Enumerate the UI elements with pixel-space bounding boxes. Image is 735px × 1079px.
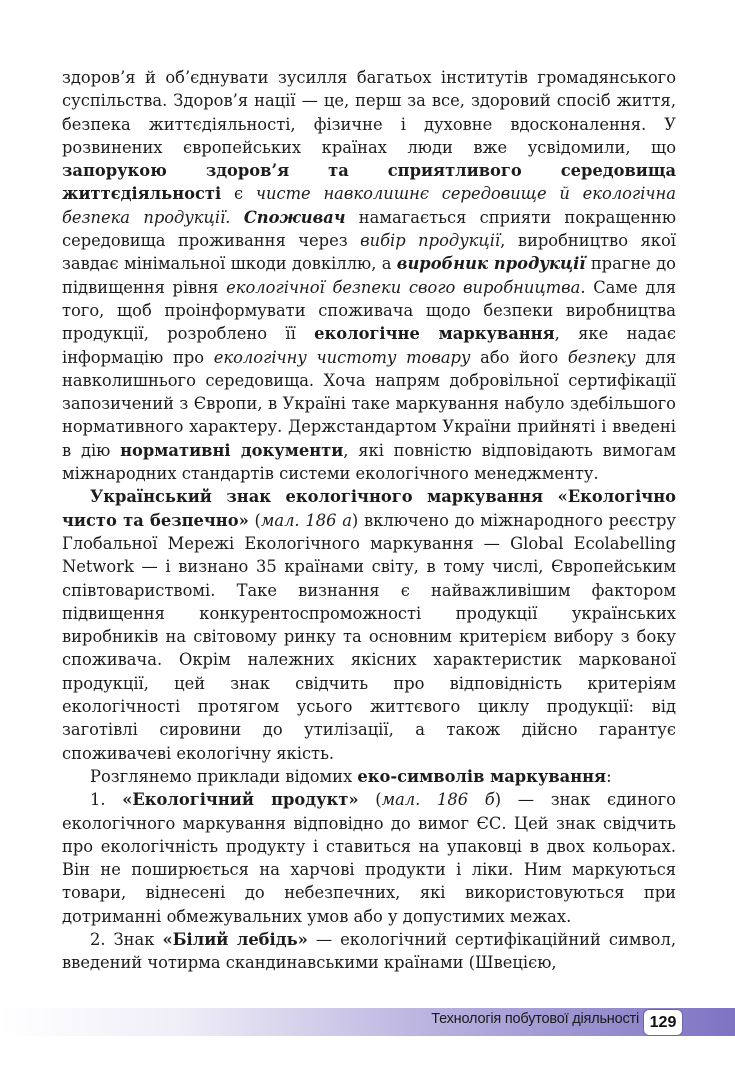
text-run: прагне до підвищення рівня xyxy=(62,254,676,297)
bold-term: екологічне маркування xyxy=(314,324,555,344)
paragraph-ukrainian-eco-label xyxy=(62,485,676,765)
text-run: , яке надає інформацію про xyxy=(62,324,676,367)
bold-term: Український знак екологічного маркування «Екологічно чисто та безпечно» xyxy=(62,487,676,530)
bold-term: еко-символів маркування xyxy=(357,766,607,786)
body-text xyxy=(62,66,676,975)
bold-term: нормативні документи xyxy=(120,440,344,460)
figure-reference: мал. 186 а xyxy=(260,510,352,530)
paragraph-eco-product xyxy=(62,788,676,928)
list-number: 1. xyxy=(90,790,123,810)
text-run: — екологічний сертифікаційний символ, введений чотирма скандинавськими країнами (Швецією, xyxy=(62,929,677,973)
bold-term: «Екологічний продукт» xyxy=(122,790,359,810)
bold-term: запорукою здоров’я та сприятливого середовища життєдіяльності xyxy=(62,161,676,204)
text-run: Саме для того, щоб проінформувати споживача щодо безпеки виробництва продукції, розроблено її xyxy=(62,277,677,344)
text-run: , виробництво якої завдає мінімальної шкоди довкіллю, а xyxy=(62,231,676,274)
paragraph-examples-intro xyxy=(62,765,676,788)
italic-term: вибір продукції xyxy=(360,231,501,251)
text-run: ( xyxy=(358,790,382,810)
text-run: : xyxy=(606,766,612,786)
paragraph-ecology-health xyxy=(62,66,676,485)
italic-term: безпеку xyxy=(567,347,636,367)
italic-term: чисте навколишнє середовище й екологічна безпека продукції. xyxy=(62,184,676,227)
bold-italic-term: Споживач xyxy=(243,207,346,227)
bold-term: «Білий лебідь» xyxy=(162,929,308,949)
text-run: є xyxy=(221,184,256,204)
italic-term: екологічну чистоту товару xyxy=(213,347,471,367)
text-run: ) — знак єдиного екологічного маркування відповідно до вимог ЄС. Цей знак свідчить про екологічність продукту і ставиться на упаковці в двох кольорах. Він не поширюється на харчові продукти і ліки. Ним маркуються товари, віднесені до небезпечних, які використовуються при дотриманні обмежувальних умов або у допустимих межах. xyxy=(62,790,676,926)
text-run: здоров’я й об’єднувати зусилля багатьох інститутів громадянського суспільства. Здоров’я нації — це, перш за все, здоровий спосіб життя, безпека життєдіяльності, фізичне і духовне вдосконалення. У розвинених європейських країнах люди вже усвідомили, що xyxy=(62,68,676,157)
text-run: Розглянемо приклади відомих xyxy=(90,766,358,786)
text-run: або його xyxy=(470,347,568,367)
italic-term: екологічної безпеки свого виробництва. xyxy=(226,277,586,297)
text-run: для навколишнього середовища. Хоча напрям добровільної сертифікації запозичений з Європи, в Україні таке маркування набуло здебільшого нормативного характеру. Держстандартом України прийняті і введені в дію xyxy=(62,347,676,460)
figure-reference: мал. 186 б xyxy=(381,790,495,810)
page-number: 129 xyxy=(643,1009,683,1036)
bold-italic-term: виробник продукції xyxy=(396,254,586,274)
text-run: намагається сприяти покращенню середовища проживання через xyxy=(62,207,676,251)
text-run: , які повністю відповідають вимогам міжнародних стандартів системи екологічного менеджменту. xyxy=(62,440,676,484)
text-run: 2. Знак xyxy=(90,929,163,949)
text-run: ) включено до міжнародного реєстру Глобальної Мережі Екологічного маркування — Global Ecolabelling Network — і визнано 35 країнами світу, в тому числі, Європейським співтовариствомі. Таке визнання є найважливішим фактором підвищення конкурентоспроможності продукції українських виробників на світовому ринку та основним критерієм вибору з боку споживача. Окрім належних якісних характеристик маркованої продукції, цей знак свідчить про відповідність критеріям екологічності протягом усього життєвого циклу продукції: від заготівлі сировини до утилізації, а також дійсно гарантує споживачеві екологічну якість. xyxy=(62,510,676,763)
text-run: ( xyxy=(248,510,261,530)
text-run xyxy=(230,208,243,227)
paragraph-white-swan xyxy=(62,928,676,975)
footer-book-title: Технологія побутової діяльності xyxy=(431,1011,639,1027)
